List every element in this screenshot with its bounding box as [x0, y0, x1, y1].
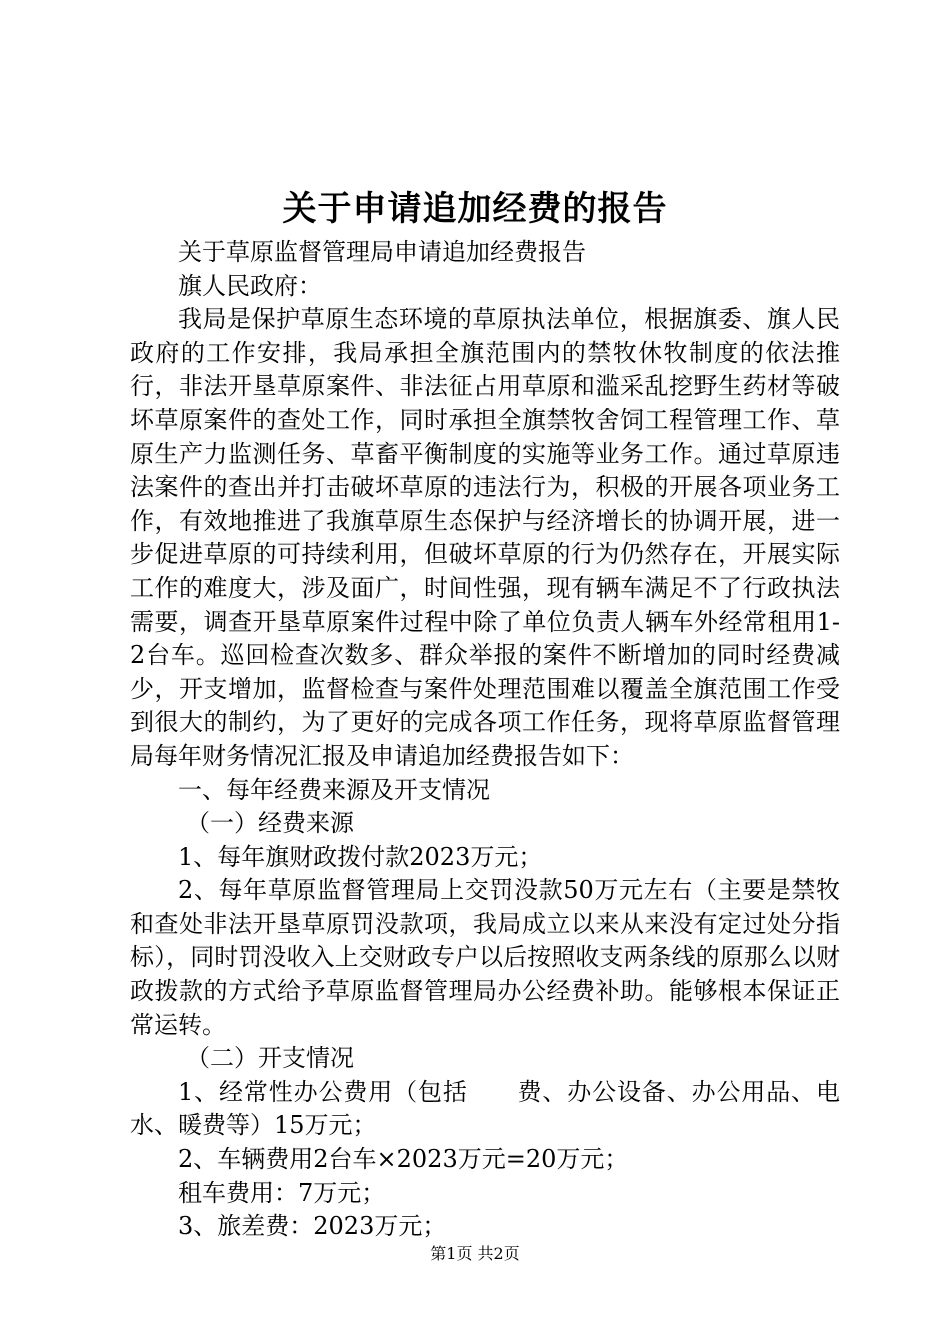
intro-paragraph: 我局是保护草原生态环境的草原执法单位，根据旗委、旗人民政府的工作安排，我局承担全旗范围内的禁牧休牧制度的依法推行，非法开垦草原案件、非法征占用草原和滥采乱挖野生药材等破坏草原案件的查处工作，同时承担全旗禁牧舍饲工程管理工作、草原生产力监测任务、草畜平衡制度的实施等业务工作。通过草原违法案件的查出并打击破坏草原的违法行为，积极的开展各项业务工作，有效地推进了我旗草原生态保护与经济增长的协调开展，进一步促进草原的可持续利用，但破坏草原的行为仍然存在，开展实际工作的难度大，涉及面广，时间性强，现有辆车满足不了行政执法需要，调查开垦草原案件过程中除了单位负责人辆车外经常租用1-2台车。巡回检查次数多、群众举报的案件不断增加的同时经费减少，开支增加，监督检查与案件处理范围难以覆盖全旗范围工作受到很大的制约，为了更好的完成各项工作任务，现将草原监督管理局每年财务情况汇报及申请追加经费报告如下： [130, 305, 840, 770]
document-body [130, 236, 840, 1244]
recipient-line: 旗人民政府： [178, 271, 322, 300]
expense-item-2: 2、车辆费用2台车×2023万元=20万元； [178, 1145, 629, 1174]
document-title: 关于申请追加经费的报告 [282, 189, 668, 229]
section-heading-1: 一、每年经费来源及开支情况 [178, 775, 490, 804]
subsection-heading-expenses: （二）开支情况 [186, 1044, 354, 1073]
funding-item-2: 2、每年草原监督管理局上交罚没款50万元左右（主要是禁牧和查处非法开垦草原罚没款项，我局成立以来从来没有定过处分指标），同时罚没收入上交财政专户以后按照收支两条线的原那么以财政拨款的方式给予草原监督管理局办公经费补助。能够根本保证正常运转。 [130, 876, 840, 1039]
page-number-footer: 第1页 共2页 [430, 1244, 520, 1263]
subsection-heading-funding: （一）经费来源 [186, 809, 354, 838]
expense-item-1: 1、经常性办公费用（包括 费、办公设备、办公用品、电水、暖费等）15万元； [130, 1077, 840, 1140]
expense-item-3: 3、旅差费：2023万元； [178, 1212, 447, 1241]
report-subtitle: 关于草原监督管理局申请追加经费报告 [178, 238, 586, 266]
funding-item-1: 1、每年旗财政拨付款2023万元； [178, 842, 543, 871]
expense-item-rental: 租车费用：7万元； [178, 1178, 386, 1207]
